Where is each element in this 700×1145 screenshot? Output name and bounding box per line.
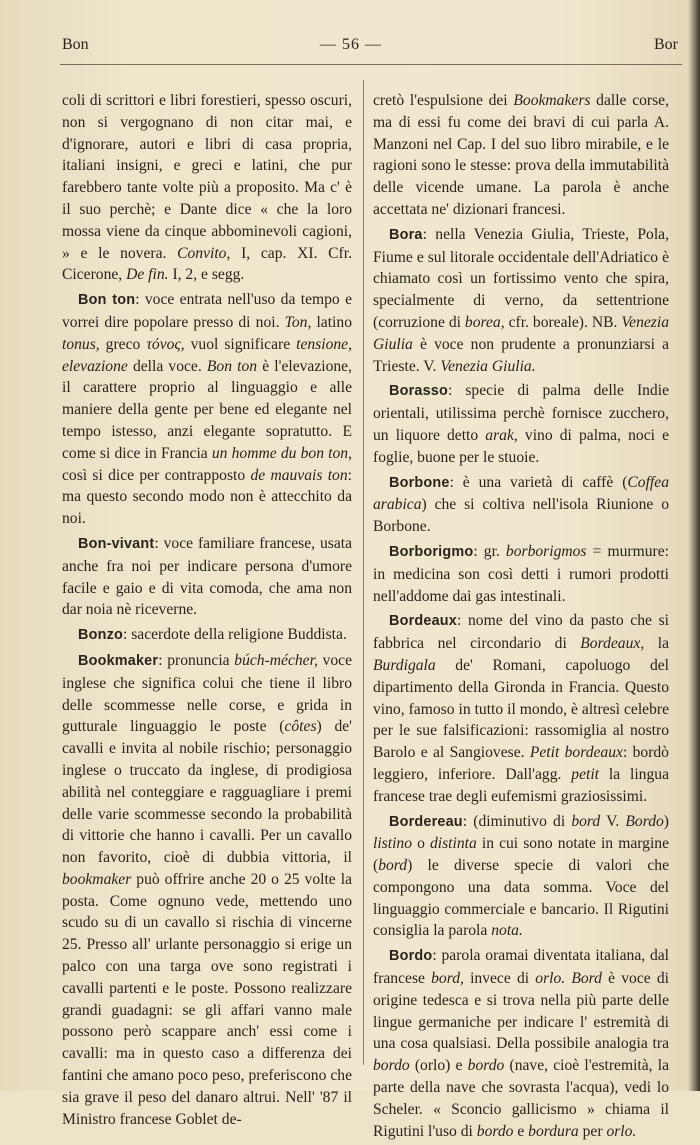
page-edge-shadow <box>688 0 700 1091</box>
entry-headword: Bordeaux <box>389 613 457 630</box>
italic-text: Bordo <box>625 812 664 830</box>
body-text: de' Romani, capoluogo del dipartimento della Gironda in Francia. Questo vino, famoso in tutto il mondo, è altresì celebre per le sue falsificazioni: rassomiglia al nostro Barolo e al Sangiovese. <box>373 656 669 762</box>
italic-text: tonus, <box>62 335 100 353</box>
italic-text: tensione, elevazione <box>62 335 352 375</box>
body-text: : nome del vino da pasto che si fabbrica nel circondario di <box>373 612 669 653</box>
body-text: : specie di palma delle Indie orientali, utilissima perchè fornisce zucchero, un liquore detto <box>373 382 669 444</box>
body-text: può offrire anche 20 o 25 volte la posta. Come ognuno vede, mettendo uno scudo su di un cavallo si rischia di vincerne 25. Presso all' urlante personaggio si erige un palco con una targa ove sono registrati i cavalli partenti e le poste. Possono realizzare grandi guadagni: se gli affari vanno male possono però scappare anch' essi come i cavalli: ma in questo caso a differenza dei fantini che amano poco peso, preferiscono che sia grave il peso del danaro altrui. Nell' '87 il Ministro francese Goblet de- <box>62 870 352 1128</box>
dictionary-entry <box>62 289 352 530</box>
italic-text: Convito <box>177 244 227 262</box>
body-text: : ma questo secondo modo non è attecchito da noi. <box>62 466 352 528</box>
dictionary-entry <box>373 610 669 807</box>
column-divider <box>363 80 364 1065</box>
body-text: vino di palma, noci e foglie, buone per le stuoie. <box>373 426 669 466</box>
body-text: in cui sono notate in margine ( <box>373 835 669 875</box>
body-text: la lingua francese trae degli eufemismi graziosissimi. <box>373 765 669 805</box>
left-column <box>62 90 352 1133</box>
dictionary-entry <box>62 650 352 1131</box>
dictionary-entry <box>373 945 669 1142</box>
entry-headword: Bordereau <box>389 813 463 830</box>
body-text: V. <box>600 812 626 830</box>
italic-text: orlo. Bord <box>535 970 602 988</box>
body-text: (orlo) e <box>409 1057 468 1075</box>
entry-headword: Bon ton <box>78 292 136 309</box>
italic-text: borborigmos <box>505 542 587 560</box>
entry-headword: Borasso <box>389 383 448 400</box>
body-text: ) che si coltiva nell'isola Riunione o Borbone. <box>373 496 669 536</box>
body-text: , I, cap. XI. Cfr. Cicerone, <box>62 244 352 284</box>
italic-text: un homme du bon ton, <box>211 444 352 462</box>
entry-headword: Borbone <box>389 474 450 491</box>
italic-text: bord <box>378 857 408 875</box>
italic-text: borea, <box>464 313 505 331</box>
body-text: è l'elevazione, il carattere proprio al linguaggio e alle maniere della gente per bene ed elegante nel tempo istesso, anzi elegante sopratutto. E come si dice in Francia <box>62 357 353 462</box>
italic-text: petit <box>571 765 599 783</box>
dictionary-entry <box>373 224 669 378</box>
italic-text: côtes <box>284 718 317 736</box>
dictionary-entry <box>373 541 669 607</box>
entry-headword: Bora <box>389 226 423 243</box>
body-text: greco <box>99 335 147 353</box>
body-text: per <box>578 1122 607 1140</box>
body-text: : pronuncia <box>158 651 235 669</box>
entry-headword: Bonzo <box>78 627 123 644</box>
italic-text: arak, <box>485 426 518 444</box>
body-text: : gr. <box>473 542 506 560</box>
italic-text: bord, <box>431 970 464 988</box>
italic-text: distinta <box>429 835 477 853</box>
dictionary-entry <box>373 811 669 943</box>
body-text: latino <box>311 313 352 331</box>
entry-headword: Bon-vivant <box>78 535 155 552</box>
body-text: cfr. boreale). NB. <box>504 313 622 331</box>
italic-text: bordura <box>528 1122 579 1140</box>
italic-text: τόνος, <box>146 335 185 353</box>
entry-continuation <box>373 90 669 221</box>
dictionary-entry <box>62 624 352 647</box>
dictionary-entry <box>373 380 669 468</box>
entry-headword: Borborigmo <box>389 543 474 560</box>
italic-text: bord <box>571 812 601 830</box>
body-text: vuol significare <box>184 335 297 353</box>
header-right-word: Bor <box>654 36 678 53</box>
dictionary-entry <box>62 533 352 621</box>
body-text: : nella Venezia Giulia, Trieste, Pola, Fiume e sul litorale occidentale dell'Adriatico è chiamato così un fortissimo vento che spira, specialmente di verno, da settentrione (corruzione di <box>373 225 669 331</box>
body-text: : voce familiare francese, usata anche fra noi per indicare persona d'umore facile e gaio e di vita comoda, che ama non dar noia nè riceverne. <box>62 534 352 619</box>
body-text: o <box>412 835 430 853</box>
italic-text: bordo <box>467 1057 505 1075</box>
body-text: ) <box>663 812 669 830</box>
italic-text: Petit bordeaux <box>529 744 623 762</box>
body-text: : sacerdote della religione Buddista. <box>122 626 347 644</box>
body-text: : bordò leggiero, inferiore. Dall'agg. <box>373 744 669 783</box>
body-text: (nave, cioè l'estremità, la parte della nave che sovrasta l'acqua), vedi lo Scheler. « Sconcio gallicismo » chiama il Rigutini l'uso di <box>373 1057 669 1140</box>
body-text: = murmure: in medicina son così detti i rumori prodotti nell'addome dai gas intestinali. <box>373 542 669 605</box>
body-text: coli di scrittori e libri forestieri, spesso oscuri, non si vergognano di non citar mai, e d'ignorare, autori e libri di casa propria, italiani insigni, e greci e latini, che pur farebbero tante volte più a proposito. Ma c' è il suo perchè; e Dante dice « che la loro mossa viene da cinque abbominevoli cagioni, » e le novera. <box>62 92 352 262</box>
italic-text: Venezia Giulia. <box>440 357 536 375</box>
italic-text: nota. <box>491 922 523 940</box>
body-text: voce inglese che significa colui che tiene il libro delle scommesse nelle corse, e grida in gutturale linguaggio le poste ( <box>62 651 352 736</box>
body-text: la <box>644 635 669 653</box>
dictionary-entry <box>373 472 669 538</box>
body-text: ) le diverse specie di valori che compongono una data somma. Voce del linguaggio commerciale e bancario. Il Rigutini consiglia la parola <box>373 857 669 940</box>
body-text: : è una varietà di caffè ( <box>449 473 628 491</box>
entry-headword: Bookmaker <box>78 652 159 669</box>
body-text: : voce entrata nell'uso da tempo e vorrei dire popolare presso di noi. <box>62 291 352 331</box>
italic-text: Bon ton <box>206 357 258 375</box>
italic-text: listino <box>373 835 412 853</box>
body-text: è voce non prudente a pronunziarsi a Trieste. V. <box>373 335 669 375</box>
italic-text: De fin. <box>126 266 169 284</box>
italic-text: Bookmakers <box>513 92 591 109</box>
italic-text: búch-mécher, <box>234 651 318 669</box>
body-text: dalle corse, ma di essi fu come dei bravi di cui parla A. Manzoni nel Cap. I del suo libro mirabile, e le ragioni sono le stesse: prova della immutabilità delle vicende umane. La parola è anche accettata ne' dizionari francesi. <box>373 92 670 218</box>
header-rule <box>60 64 682 65</box>
italic-text: bookmaker <box>62 870 132 888</box>
italic-text: de mauvais ton <box>250 466 348 484</box>
body-text: ) de' cavalli e invita al nobile rischio; personaggio inglese o truccato da inglese, di prodigiosa abilità nel conteggiare e ragguagliare i premi delle varie scommesse secondo la probabilità di vittorie che hanno i cavalli. Per un cavallo non favorito, cioè di dubbia vittoria, il <box>62 718 352 867</box>
body-text: così si dice per contrapposto <box>62 466 251 484</box>
italic-text: Bordeaux, <box>580 635 645 653</box>
italic-text: Coffea arabica <box>373 473 669 514</box>
entry-headword: Bordo <box>389 948 433 965</box>
body-text: I, 2, e segg. <box>168 266 245 284</box>
right-column <box>373 90 669 1145</box>
italic-text: bordo <box>476 1122 514 1140</box>
body-text: della voce. <box>127 357 207 375</box>
italic-text: orlo. <box>606 1122 637 1140</box>
italic-text: Burdigala <box>373 656 436 674</box>
body-text: invece di <box>463 970 536 988</box>
running-header <box>62 36 678 60</box>
body-text: è voce di origine tedesca e si trova nella più parte delle lingue germaniche per indicare l' estremità di una cosa qualsiasi. Della possibile analogia tra <box>373 970 670 1053</box>
body-text: : parola oramai diventata italiana, dal francese <box>373 947 669 988</box>
italic-text: Ton, <box>284 313 312 331</box>
header-left-word: Bon <box>62 36 89 53</box>
page-number: — 56 — <box>320 36 382 53</box>
body-text: cretò l'espulsione dei <box>373 92 514 109</box>
body-text: : (diminutivo di <box>462 812 572 830</box>
body-text: e <box>513 1122 529 1140</box>
italic-text: bordo <box>373 1057 410 1075</box>
italic-text: Venezia Giulia <box>373 313 669 353</box>
entry-continuation <box>62 90 352 286</box>
